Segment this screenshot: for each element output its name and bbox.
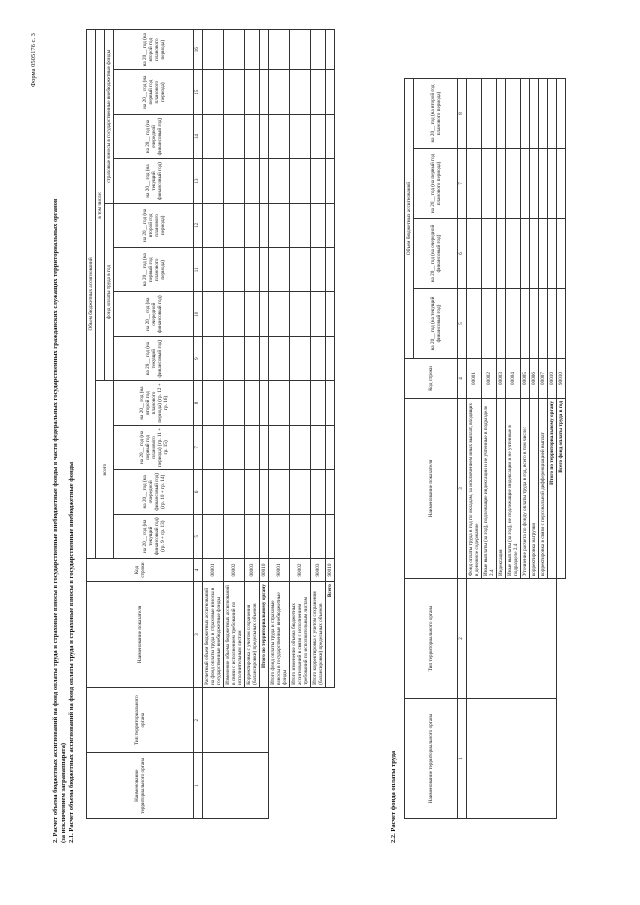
value-cell[interactable] — [269, 514, 290, 558]
value-cell[interactable] — [269, 248, 290, 292]
value-cell[interactable] — [245, 425, 260, 469]
value-cell[interactable] — [311, 336, 326, 380]
value-cell[interactable] — [245, 514, 260, 558]
value-cell[interactable] — [290, 203, 311, 247]
col-num: 3 — [194, 582, 203, 688]
hdr-code: Код строки — [87, 558, 194, 581]
row-label: Иные выплаты (за год), не подлежащие индексации и не учтенные в подразделе 2.4 — [506, 399, 521, 579]
value-cell[interactable] — [311, 381, 326, 425]
value-cell[interactable] — [311, 292, 326, 336]
col-num: 1 — [194, 753, 203, 819]
value-cell[interactable] — [311, 159, 326, 203]
col-num: 7 — [458, 149, 467, 219]
value-cell[interactable] — [557, 78, 566, 148]
col-num: 11 — [194, 248, 203, 292]
value-cell[interactable] — [311, 70, 326, 114]
hdr-y2: на 20__ год (на очередной финансовый год) — [414, 219, 458, 289]
hdr-in-that-number: в том числе: — [96, 30, 105, 381]
col-num: 10 — [194, 292, 203, 336]
value-cell[interactable] — [269, 30, 290, 70]
col-num: 5 — [194, 514, 203, 558]
value-cell[interactable] — [224, 292, 245, 336]
value-cell[interactable] — [497, 78, 506, 148]
value-cell[interactable] — [290, 292, 311, 336]
value-cell[interactable] — [224, 114, 245, 158]
value-cell[interactable] — [245, 203, 260, 247]
value-cell[interactable] — [326, 159, 335, 203]
heading-line-3: 2.1. Расчет объема бюджетных ассигнований на фонд оплаты труда и страховые взносы в государственные внебюджетные фонды — [68, 461, 75, 843]
value-cell[interactable] — [245, 292, 260, 336]
value-cell[interactable] — [224, 381, 245, 425]
value-cell[interactable] — [311, 425, 326, 469]
value-cell[interactable] — [290, 159, 311, 203]
hdr-total: всего — [96, 381, 114, 559]
value-cell[interactable] — [224, 425, 245, 469]
row-code: 00007 — [539, 359, 548, 399]
value-cell[interactable] — [311, 30, 326, 70]
value-cell[interactable] — [557, 289, 566, 359]
row-label: Всего фонд оплаты труда в год — [557, 399, 566, 579]
value-cell[interactable] — [260, 425, 269, 469]
value-cell[interactable] — [467, 289, 482, 359]
value-cell[interactable] — [203, 30, 224, 70]
value-cell[interactable] — [539, 78, 548, 148]
value-cell[interactable] — [203, 114, 224, 158]
value-cell[interactable] — [467, 219, 482, 289]
value-cell[interactable] — [521, 219, 530, 289]
value-cell[interactable] — [506, 219, 521, 289]
row-code: 00010 — [260, 558, 269, 581]
value-cell[interactable] — [326, 336, 335, 380]
value-cell[interactable] — [203, 292, 224, 336]
value-cell[interactable] — [260, 203, 269, 247]
value-cell[interactable] — [260, 30, 269, 70]
row-label: Итого корректировка с учетом сохранения (балансировки) предельных объемов — [311, 582, 326, 688]
row-code: 90010 — [557, 359, 566, 399]
hdr-s4: на 20__ год (на второй год планового периода) — [114, 30, 194, 70]
row-code: 00005 — [521, 359, 530, 399]
value-cell[interactable] — [203, 159, 224, 203]
row-code: 00004 — [506, 359, 521, 399]
value-cell[interactable] — [326, 30, 335, 70]
value-cell[interactable] — [224, 470, 245, 514]
value-cell[interactable] — [224, 514, 245, 558]
value-cell[interactable] — [260, 292, 269, 336]
hdr-f1: на 20__ год (на текущий финансовый год) — [114, 336, 194, 380]
value-cell[interactable] — [269, 159, 290, 203]
hdr-f2: на 20__ год (на очередной финансовый год) — [114, 292, 194, 336]
table-2-2 — [404, 78, 566, 819]
table-row — [290, 30, 311, 819]
value-cell[interactable] — [311, 514, 326, 558]
row-label: Изменение объема бюджетных ассигнований в связи с исполнением требований по исполнительным листам — [224, 582, 245, 688]
value-cell[interactable] — [224, 70, 245, 114]
value-cell[interactable] — [497, 219, 506, 289]
value-cell[interactable] — [290, 70, 311, 114]
value-cell[interactable] — [260, 336, 269, 380]
col-num: 3 — [458, 399, 467, 579]
value-cell[interactable] — [224, 336, 245, 380]
row-code: 00001 — [203, 558, 224, 581]
col-num: 14 — [194, 114, 203, 158]
value-cell[interactable] — [260, 381, 269, 425]
value-cell[interactable] — [203, 70, 224, 114]
value-cell[interactable] — [260, 470, 269, 514]
hdr-budget-volume: Объем бюджетных ассигнований — [405, 78, 414, 358]
value-cell[interactable] — [539, 149, 548, 219]
value-cell[interactable] — [260, 248, 269, 292]
table-row — [203, 30, 224, 819]
hdr-insurance: страховые взносы в государственные внебюджетные фонды — [105, 30, 114, 204]
row-label: Всего — [326, 582, 335, 688]
value-cell[interactable] — [245, 159, 260, 203]
value-cell[interactable] — [530, 289, 539, 359]
heading-line-1: 2. Расчет объема бюджетных ассигнований на фонд оплаты труда и страховые взносы в государственные внебюджетные фонды в части федеральных государственных гражданских служащих территориальных органов — [52, 198, 59, 843]
value-cell[interactable] — [467, 78, 482, 148]
hdr-y1: на 20__ год (на текущий финансовый год) — [414, 289, 458, 359]
value-cell[interactable] — [245, 248, 260, 292]
value-cell[interactable] — [269, 470, 290, 514]
hdr-f3: на 20__ год (на первый год планового периода) — [114, 248, 194, 292]
value-cell[interactable] — [548, 289, 557, 359]
value-cell[interactable] — [290, 425, 311, 469]
org-type-cell[interactable] — [203, 687, 269, 753]
value-cell[interactable] — [506, 78, 521, 148]
value-cell[interactable] — [557, 219, 566, 289]
value-cell[interactable] — [269, 425, 290, 469]
hdr-type-org: Тип территориального органа — [87, 687, 194, 753]
row-label: Иные выплаты (за год), подлежащие индексации и не учтенные в подразделе 2.4 — [482, 399, 497, 579]
row-code: 00002 — [482, 359, 497, 399]
row-label: корректировка нагрузки — [530, 399, 539, 579]
value-cell[interactable] — [203, 425, 224, 469]
row-code: 90002 — [290, 558, 311, 581]
row-code: 00003 — [245, 558, 260, 581]
hdr-y4: на 20__ год (на второй год планового периода) — [414, 78, 458, 148]
row-label: корректировка в связи с персональной дифференциацией выплат — [539, 399, 548, 579]
value-cell[interactable] — [290, 470, 311, 514]
hdr-type-org: Тип территориального органа — [405, 579, 458, 699]
value-cell[interactable] — [530, 78, 539, 148]
value-cell[interactable] — [245, 381, 260, 425]
row-code: 90010 — [326, 558, 335, 581]
row-code: 00003 — [497, 359, 506, 399]
value-cell[interactable] — [548, 149, 557, 219]
value-cell[interactable] — [245, 470, 260, 514]
value-cell[interactable] — [326, 292, 335, 336]
col-num: 9 — [194, 336, 203, 380]
org-name-cell[interactable] — [203, 753, 269, 819]
value-cell[interactable] — [260, 159, 269, 203]
hdr-name-org: Наименование территориального органа — [87, 753, 194, 819]
value-cell[interactable] — [326, 470, 335, 514]
value-cell[interactable] — [311, 470, 326, 514]
value-cell[interactable] — [203, 381, 224, 425]
col-number-row — [458, 78, 467, 818]
value-cell[interactable] — [269, 381, 290, 425]
hdr-f4: на 20__ год (на второй год планового периода) — [114, 203, 194, 247]
col-num: 5 — [458, 289, 467, 359]
value-cell[interactable] — [290, 114, 311, 158]
table-row — [326, 30, 335, 819]
value-cell[interactable] — [290, 514, 311, 558]
row-label: Фонд оплаты труда в год по окладам, за исключением иных выплат, входящих в денежное содержание — [467, 399, 482, 579]
col-num: 7 — [194, 425, 203, 469]
value-cell[interactable] — [326, 114, 335, 158]
value-cell[interactable] — [203, 203, 224, 247]
value-cell[interactable] — [482, 149, 497, 219]
col-num: 6 — [458, 219, 467, 289]
row-label: Итого фонд оплаты труда и страховые взносы в государственные внебюджетные фонды — [269, 582, 290, 688]
row-label: Расчетный объем бюджетных ассигнований на фонд оплаты труда и страховые взносы в государственные внебюджетные фонды — [203, 582, 224, 688]
value-cell[interactable] — [311, 248, 326, 292]
col-number-row — [194, 30, 203, 819]
value-cell[interactable] — [203, 336, 224, 380]
col-num: 16 — [194, 30, 203, 70]
hdr-y4: на 20__ год (на второй год планового периода) (гр. 12 + гр. 16) — [114, 381, 194, 425]
value-cell[interactable] — [203, 470, 224, 514]
table-row — [557, 78, 566, 818]
value-cell[interactable] — [506, 149, 521, 219]
row-code: 00006 — [530, 359, 539, 399]
value-cell[interactable] — [326, 203, 335, 247]
value-cell[interactable] — [311, 114, 326, 158]
value-cell[interactable] — [269, 336, 290, 380]
hdr-y3: на 20__ год (на первый год планового периода) — [414, 149, 458, 219]
hdr-y2: на 20__ год (на очередной финансовый год) (гр. 10 + гр. 14) — [114, 470, 194, 514]
value-cell[interactable] — [482, 219, 497, 289]
col-num: 8 — [458, 78, 467, 148]
hdr-indicator: Наименование показателя — [87, 582, 194, 688]
row-code: 90003 — [311, 558, 326, 581]
hdr-fot: фонд оплаты труда в год — [105, 203, 114, 381]
row-code: 00010 — [548, 359, 557, 399]
value-cell[interactable] — [326, 381, 335, 425]
value-cell[interactable] — [224, 30, 245, 70]
col-num: 2 — [458, 579, 467, 699]
row-code: 00002 — [224, 558, 245, 581]
col-num: 12 — [194, 203, 203, 247]
value-cell[interactable] — [521, 289, 530, 359]
value-cell[interactable] — [326, 425, 335, 469]
section-2-2-title: 2.2. Расчет фонда оплаты труда — [390, 750, 397, 843]
value-cell[interactable] — [539, 289, 548, 359]
hdr-indicator: Наименование показателя — [405, 399, 458, 579]
value-cell[interactable] — [224, 248, 245, 292]
value-cell[interactable] — [290, 336, 311, 380]
table-row — [311, 30, 326, 819]
value-cell[interactable] — [557, 149, 566, 219]
col-num: 15 — [194, 70, 203, 114]
value-cell[interactable] — [203, 248, 224, 292]
value-cell[interactable] — [290, 30, 311, 70]
hdr-s2: на 20__ год (на очередной финансовый год) — [114, 114, 194, 158]
hdr-code: Код строки — [405, 359, 458, 399]
value-cell[interactable] — [260, 514, 269, 558]
value-cell[interactable] — [506, 289, 521, 359]
value-cell[interactable] — [245, 30, 260, 70]
value-cell[interactable] — [224, 203, 245, 247]
value-cell[interactable] — [290, 381, 311, 425]
row-label: Корректировка с учетом сохранения (балансировки) предельных объемов — [245, 582, 260, 688]
hdr-name-org: Наименование территориального органа — [405, 699, 458, 819]
value-cell[interactable] — [539, 219, 548, 289]
value-cell[interactable] — [497, 289, 506, 359]
value-cell[interactable] — [269, 114, 290, 158]
value-cell[interactable] — [245, 336, 260, 380]
hdr-budget-volume: Объем бюджетных ассигнований — [87, 30, 96, 559]
table-row — [269, 30, 290, 819]
col-num: 2 — [194, 687, 203, 753]
value-cell[interactable] — [482, 289, 497, 359]
value-cell[interactable] — [521, 149, 530, 219]
table-2-1 — [86, 29, 335, 819]
row-label: Итого по территориальному органу — [260, 582, 269, 688]
hdr-s3: на 20__ год (на первый год планового периода) — [114, 70, 194, 114]
value-cell[interactable] — [260, 70, 269, 114]
value-cell[interactable] — [530, 219, 539, 289]
col-num: 4 — [194, 558, 203, 581]
value-cell[interactable] — [290, 248, 311, 292]
col-num: 6 — [194, 470, 203, 514]
row-label: Итого по территориальному органу — [548, 399, 557, 579]
value-cell[interactable] — [260, 114, 269, 158]
value-cell[interactable] — [326, 248, 335, 292]
row-label: Индексация — [497, 399, 506, 579]
table-row — [467, 78, 482, 818]
row-label: Итого изменение объема бюджетных ассигнований в связи с исполнением требований по исполнительным листам — [290, 582, 311, 688]
value-cell[interactable] — [245, 114, 260, 158]
value-cell[interactable] — [521, 78, 530, 148]
row-label: Уточнение расчета по фонду оплаты труда в год, всего в том числе: — [521, 399, 530, 579]
section-heading — [52, 143, 76, 843]
col-num: 4 — [458, 359, 467, 399]
value-cell[interactable] — [326, 514, 335, 558]
value-cell[interactable] — [548, 78, 557, 148]
row-code: 00001 — [467, 359, 482, 399]
value-cell[interactable] — [269, 70, 290, 114]
org-type-cell[interactable] — [467, 579, 557, 699]
value-cell[interactable] — [311, 203, 326, 247]
value-cell[interactable] — [269, 203, 290, 247]
hdr-y3: на 20__ год (на первый год планового периода) (гр. 11 + гр. 15) — [114, 425, 194, 469]
value-cell[interactable] — [203, 514, 224, 558]
heading-line-2: (за исключением загранаппарата) — [60, 742, 67, 843]
value-cell[interactable] — [530, 149, 539, 219]
hdr-s1: на 20__ год (на текущий финансовый год) — [114, 159, 194, 203]
value-cell[interactable] — [269, 292, 290, 336]
value-cell[interactable] — [467, 149, 482, 219]
value-cell[interactable] — [548, 219, 557, 289]
value-cell[interactable] — [224, 159, 245, 203]
value-cell[interactable] — [245, 70, 260, 114]
form-code: Форма 0505176 с. 3 — [30, 33, 37, 87]
col-num: 13 — [194, 159, 203, 203]
row-code: 90001 — [269, 558, 290, 581]
hdr-y1: на 20__ год (на текущий финансовый год) (гр. 9 + гр. 13) — [114, 514, 194, 558]
value-cell[interactable] — [497, 149, 506, 219]
org-name-cell[interactable] — [467, 699, 557, 819]
value-cell[interactable] — [482, 78, 497, 148]
col-num: 8 — [194, 381, 203, 425]
value-cell[interactable] — [326, 70, 335, 114]
col-num: 1 — [458, 699, 467, 819]
